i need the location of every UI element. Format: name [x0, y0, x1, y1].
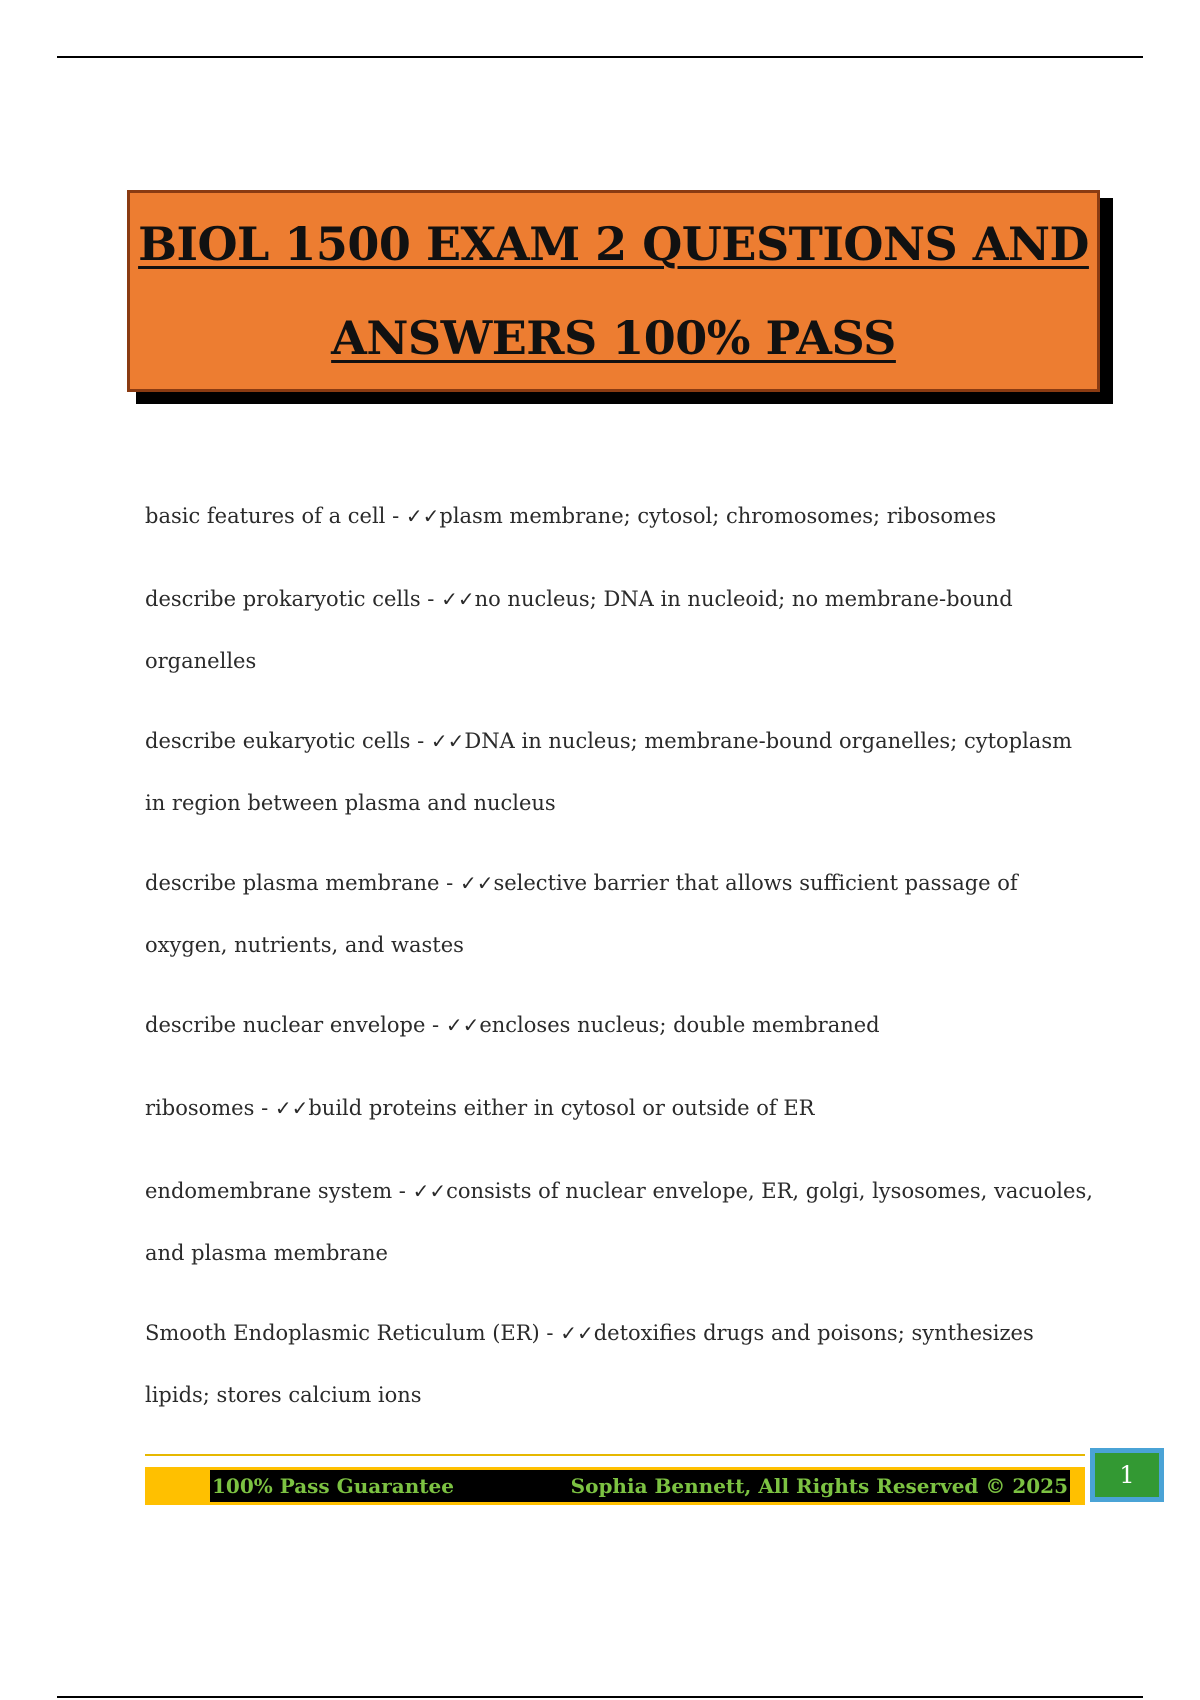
qa-item	[145, 994, 1095, 1056]
title-line-1: BIOL 1500 EXAM 2 QUESTIONS AND	[138, 217, 1089, 271]
bottom-rule	[57, 1696, 1143, 1698]
check-icon: ✓✓	[412, 1179, 447, 1203]
qa-question: describe nuclear envelope	[145, 1013, 426, 1037]
check-icon: ✓✓	[445, 1013, 480, 1037]
qa-answer: DNA in nucleus; membrane-bound organelles; cytoplasm in region between plasma and nucleus	[145, 729, 1073, 815]
qa-answer: no nucleus; DNA in nucleoid; no membrane-bound organelles	[145, 587, 1013, 673]
qa-question: basic features of a cell	[145, 504, 386, 528]
top-rule	[57, 56, 1143, 58]
qa-question: describe plasma membrane	[145, 871, 440, 895]
check-icon: ✓✓	[441, 587, 475, 611]
qa-answer: build proteins either in cytosol or outside of ER	[308, 1096, 815, 1120]
qa-item	[145, 485, 1095, 547]
qa-answer: consists of nuclear envelope, ER, golgi, lysosomes, vacuoles, and plasma membrane	[145, 1179, 1093, 1265]
qa-item	[145, 1160, 1095, 1284]
check-icon: ✓✓	[430, 729, 465, 753]
title-line-2: ANSWERS 100% PASS	[331, 311, 896, 365]
qa-answer: selective barrier that allows sufficient passage of oxygen, nutrients, and wastes	[145, 871, 1018, 957]
qa-separator: -	[439, 871, 460, 895]
qa-item	[145, 568, 1095, 692]
footer-copyright: Sophia Bennett, All Rights Reserved © 2025	[570, 1474, 1068, 1498]
qa-separator: -	[539, 1321, 561, 1345]
qa-answer: encloses nucleus; double membraned	[479, 1013, 880, 1037]
footer-divider	[145, 1454, 1085, 1456]
qa-separator: -	[410, 729, 431, 753]
check-icon: ✓✓	[560, 1321, 594, 1345]
qa-list	[145, 485, 1095, 1444]
check-icon: ✓✓	[405, 504, 440, 528]
page-number-box	[1090, 1448, 1164, 1502]
qa-answer: plasm membrane; cytosol; chromosomes; ribosomes	[439, 504, 997, 528]
qa-item	[145, 1077, 1095, 1139]
qa-question: describe eukaryotic cells	[145, 729, 411, 753]
qa-separator: -	[425, 1013, 446, 1037]
qa-separator: -	[392, 1179, 413, 1203]
qa-separator: -	[420, 587, 442, 611]
check-icon: ✓✓	[274, 1096, 309, 1120]
qa-question: Smooth Endoplasmic Reticulum (ER)	[145, 1321, 540, 1345]
page-number: 1	[1095, 1453, 1159, 1497]
check-icon: ✓✓	[459, 871, 494, 895]
qa-question: describe prokaryotic cells	[145, 587, 421, 611]
footer-guarantee: 100% Pass Guarantee	[212, 1474, 454, 1498]
qa-separator: -	[385, 504, 406, 528]
qa-question: ribosomes	[145, 1096, 255, 1120]
qa-item	[145, 710, 1095, 834]
qa-question: endomembrane system	[145, 1179, 393, 1203]
footer-strip	[210, 1470, 1070, 1502]
qa-answer: detoxifies drugs and poisons; synthesizes lipids; stores calcium ions	[145, 1321, 1034, 1407]
qa-item	[145, 1302, 1095, 1426]
qa-separator: -	[254, 1096, 275, 1120]
title-banner	[127, 190, 1100, 392]
qa-item	[145, 852, 1095, 976]
